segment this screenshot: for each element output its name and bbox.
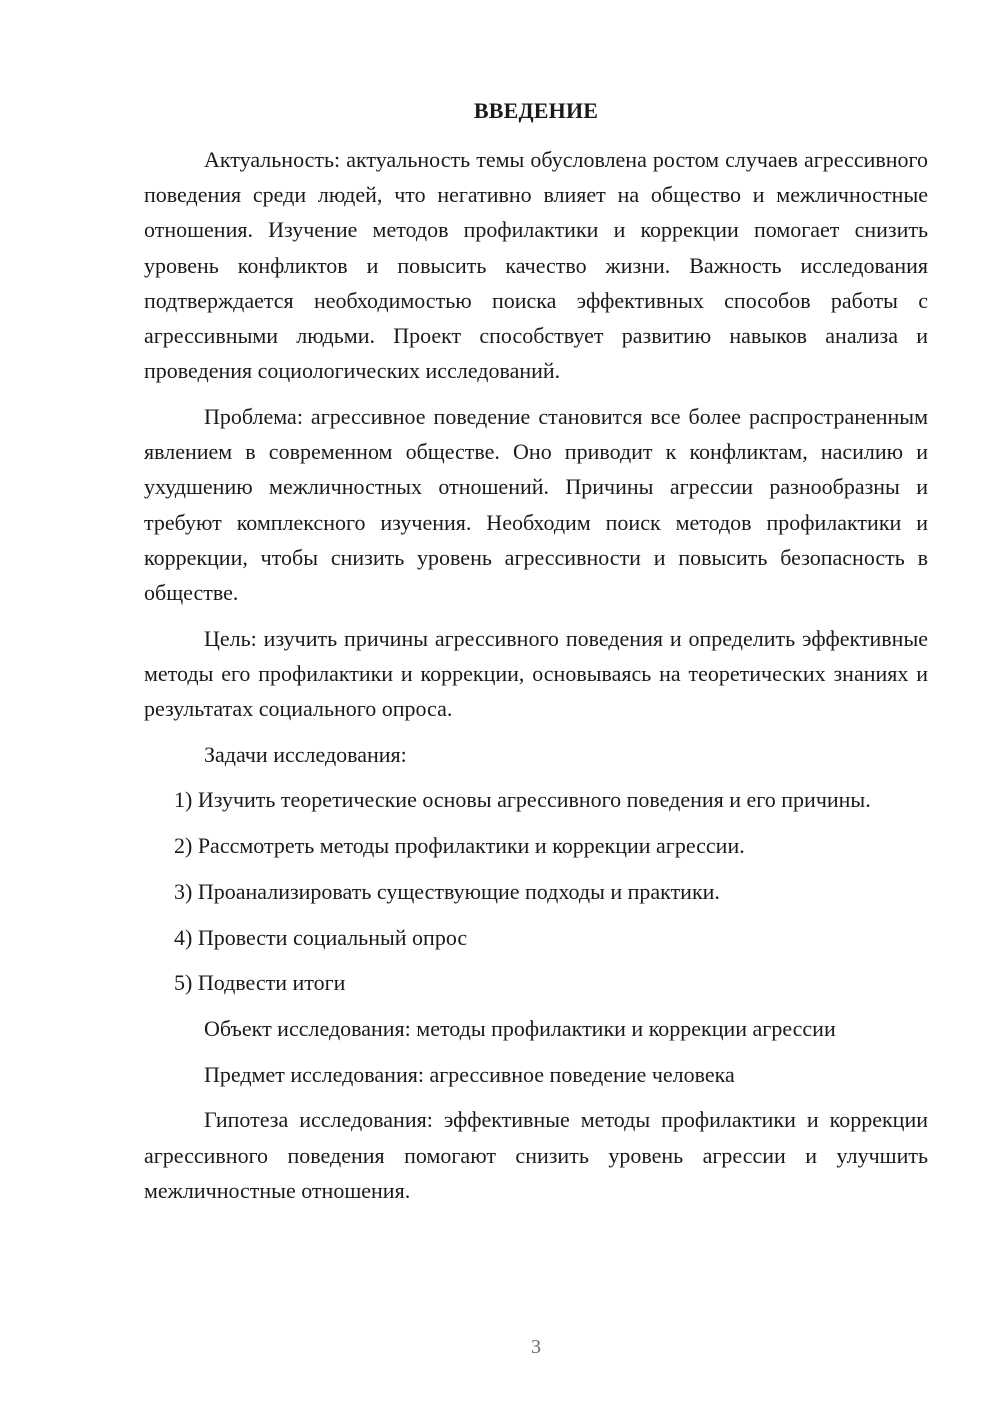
task-item-5: 5) Подвести итоги xyxy=(174,970,346,996)
document-body xyxy=(144,142,928,1218)
task-item-4: 4) Провести социальный опрос xyxy=(174,924,468,950)
page-number: 3 xyxy=(531,1336,541,1358)
task-item-3: 3) Проанализировать существующие подходы и практики. xyxy=(174,878,720,904)
task-item-1: 1) Изучить теоретические основы агрессивного поведения и его причины. xyxy=(174,787,871,813)
paragraph-subject: Предмет исследования: агрессивное поведение человека xyxy=(204,1061,735,1087)
document-page xyxy=(144,0,928,1414)
tasks-title: Задачи исследования: xyxy=(204,741,407,767)
paragraph-goal: Цель: изучить причины агрессивного поведения и определить эффективные методы его профилактики и коррекции, основываясь на теоретических знаниях и результатах социального опроса. xyxy=(144,625,928,722)
section-heading: ВВЕДЕНИЕ xyxy=(473,98,599,123)
paragraph-relevance: Актуальность: актуальность темы обусловлена ростом случаев агрессивного поведения среди людей, что негативно влияет на общество и межличностные отношения. Изучение методов профилактики и коррекции помогает снизить уровень конфликтов и повысить качество жизни. Важность исследования подтверждается необходимостью поиска эффективных способов работы с агрессивными людьми. Проект способствует развитию навыков анализа и проведения социологических исследований. xyxy=(144,147,928,384)
paragraph-hypothesis: Гипотеза исследования: эффективные методы профилактики и коррекции агрессивного поведения помогают снизить уровень агрессии и улучшить межличностные отношения. xyxy=(144,1107,928,1203)
paragraph-object: Объект исследования: методы профилактики и коррекции агрессии xyxy=(204,1015,836,1041)
task-item-2: 2) Рассмотреть методы профилактики и коррекции агрессии. xyxy=(174,833,745,859)
paragraph-problem: Проблема: агрессивное поведение становится все более распространенным явлением в современном обществе. Оно приводит к конфликтам, насилию и ухудшению межличностных отношений. Причины агрессии разнообразны и требуют комплексного изучения. Необходим поиск методов профилактики и коррекции, чтобы снизить уровень агрессивности и повысить безопасность в обществе. xyxy=(144,403,928,605)
